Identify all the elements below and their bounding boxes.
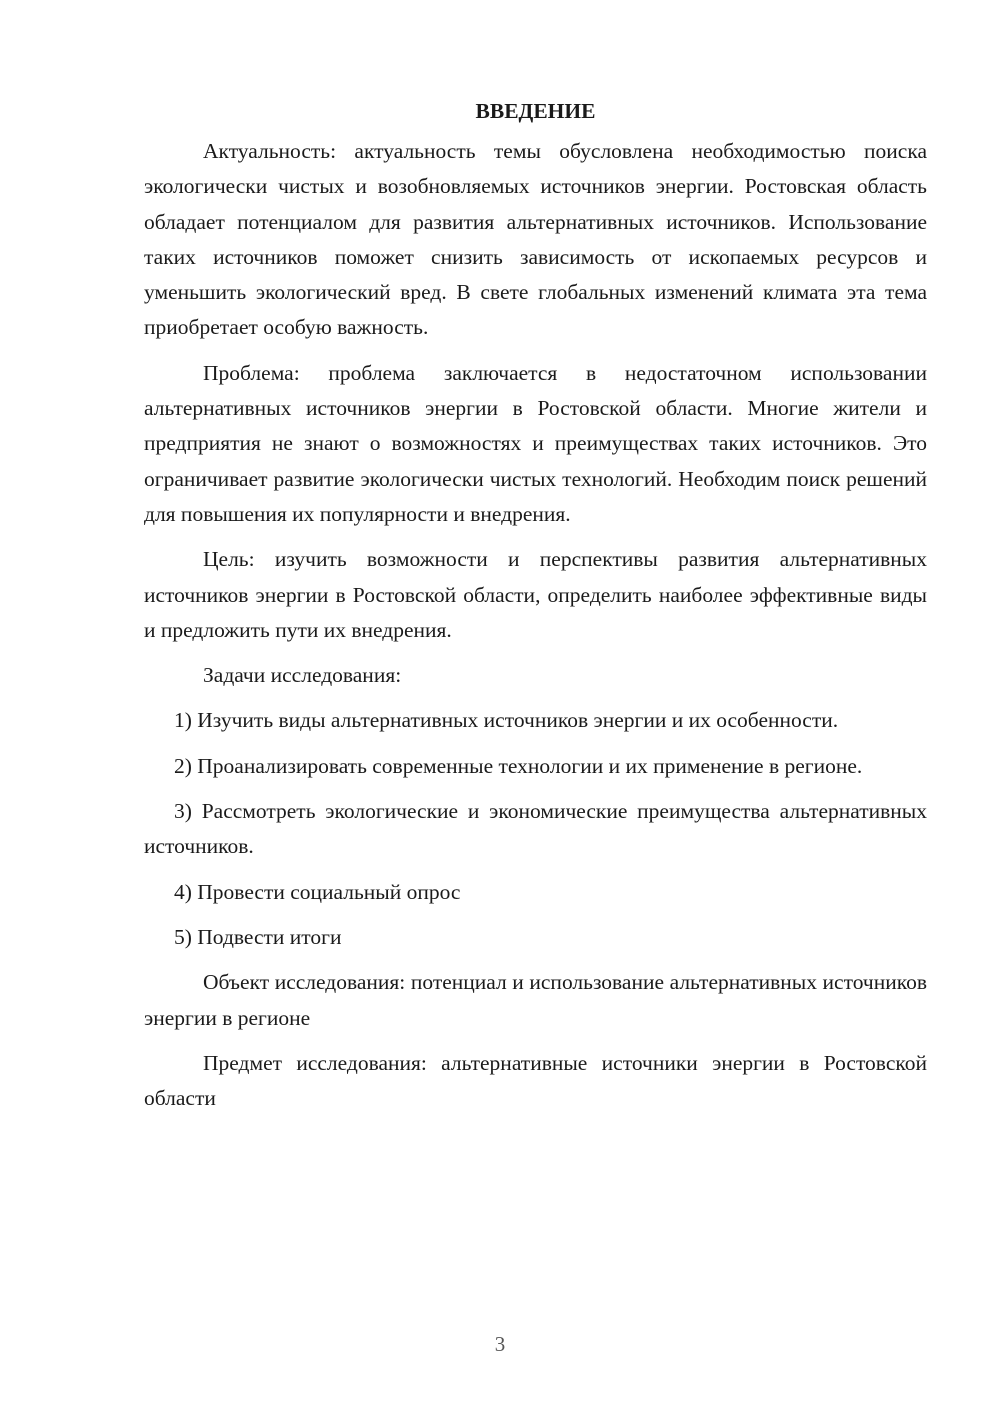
page-number: 3 xyxy=(494,1332,506,1356)
paragraph-subject: Предмет исследования: альтернативные источники энергии в Ростовской области xyxy=(144,1050,927,1111)
task-item-1: 1) Изучить виды альтернативных источников энергии и их особенности. xyxy=(174,708,839,733)
task-item-5: 5) Подвести итоги xyxy=(174,924,342,949)
paragraph-tasks-heading: Задачи исследования: xyxy=(203,663,402,688)
task-item-4: 4) Провести социальный опрос xyxy=(174,879,461,904)
paragraph-problem: Проблема: проблема заключается в недостаточном использовании альтернативных источников энергии в Ростовской области. Многие жители и предприятия не знают о возможностях и преимуществах таких источников. Это ограничивает развитие экологически чистых технологий. Необходим поиск решений для повышения их популярности и внедрения. xyxy=(144,360,927,526)
section-title: ВВЕДЕНИЕ xyxy=(475,99,596,123)
task-item-3: 3) Рассмотреть экологические и экономические преимущества альтернативных источников. xyxy=(144,799,927,859)
document-body xyxy=(144,94,927,1126)
paragraph-goal: Цель: изучить возможности и перспективы развития альтернативных источников энергии в Ростовской области, определить наиболее эффективные виды и предложить пути их внедрения. xyxy=(144,547,927,642)
paragraph-relevance: Актуальность: актуальность темы обусловлена необходимостью поиска экологически чистых и возобновляемых источников энергии. Ростовская область обладает потенциалом для развития альтернативных источников. Использование таких источников поможет снизить зависимость от ископаемых ресурсов и уменьшить экологический вред. В свете глобальных изменений климата эта тема приобретает особую важность. xyxy=(144,139,927,340)
task-item-2: 2) Проанализировать современные технологии и их применение в регионе. xyxy=(174,753,863,778)
paragraph-object: Объект исследования: потенциал и использование альтернативных источников энергии в регионе xyxy=(144,970,927,1030)
